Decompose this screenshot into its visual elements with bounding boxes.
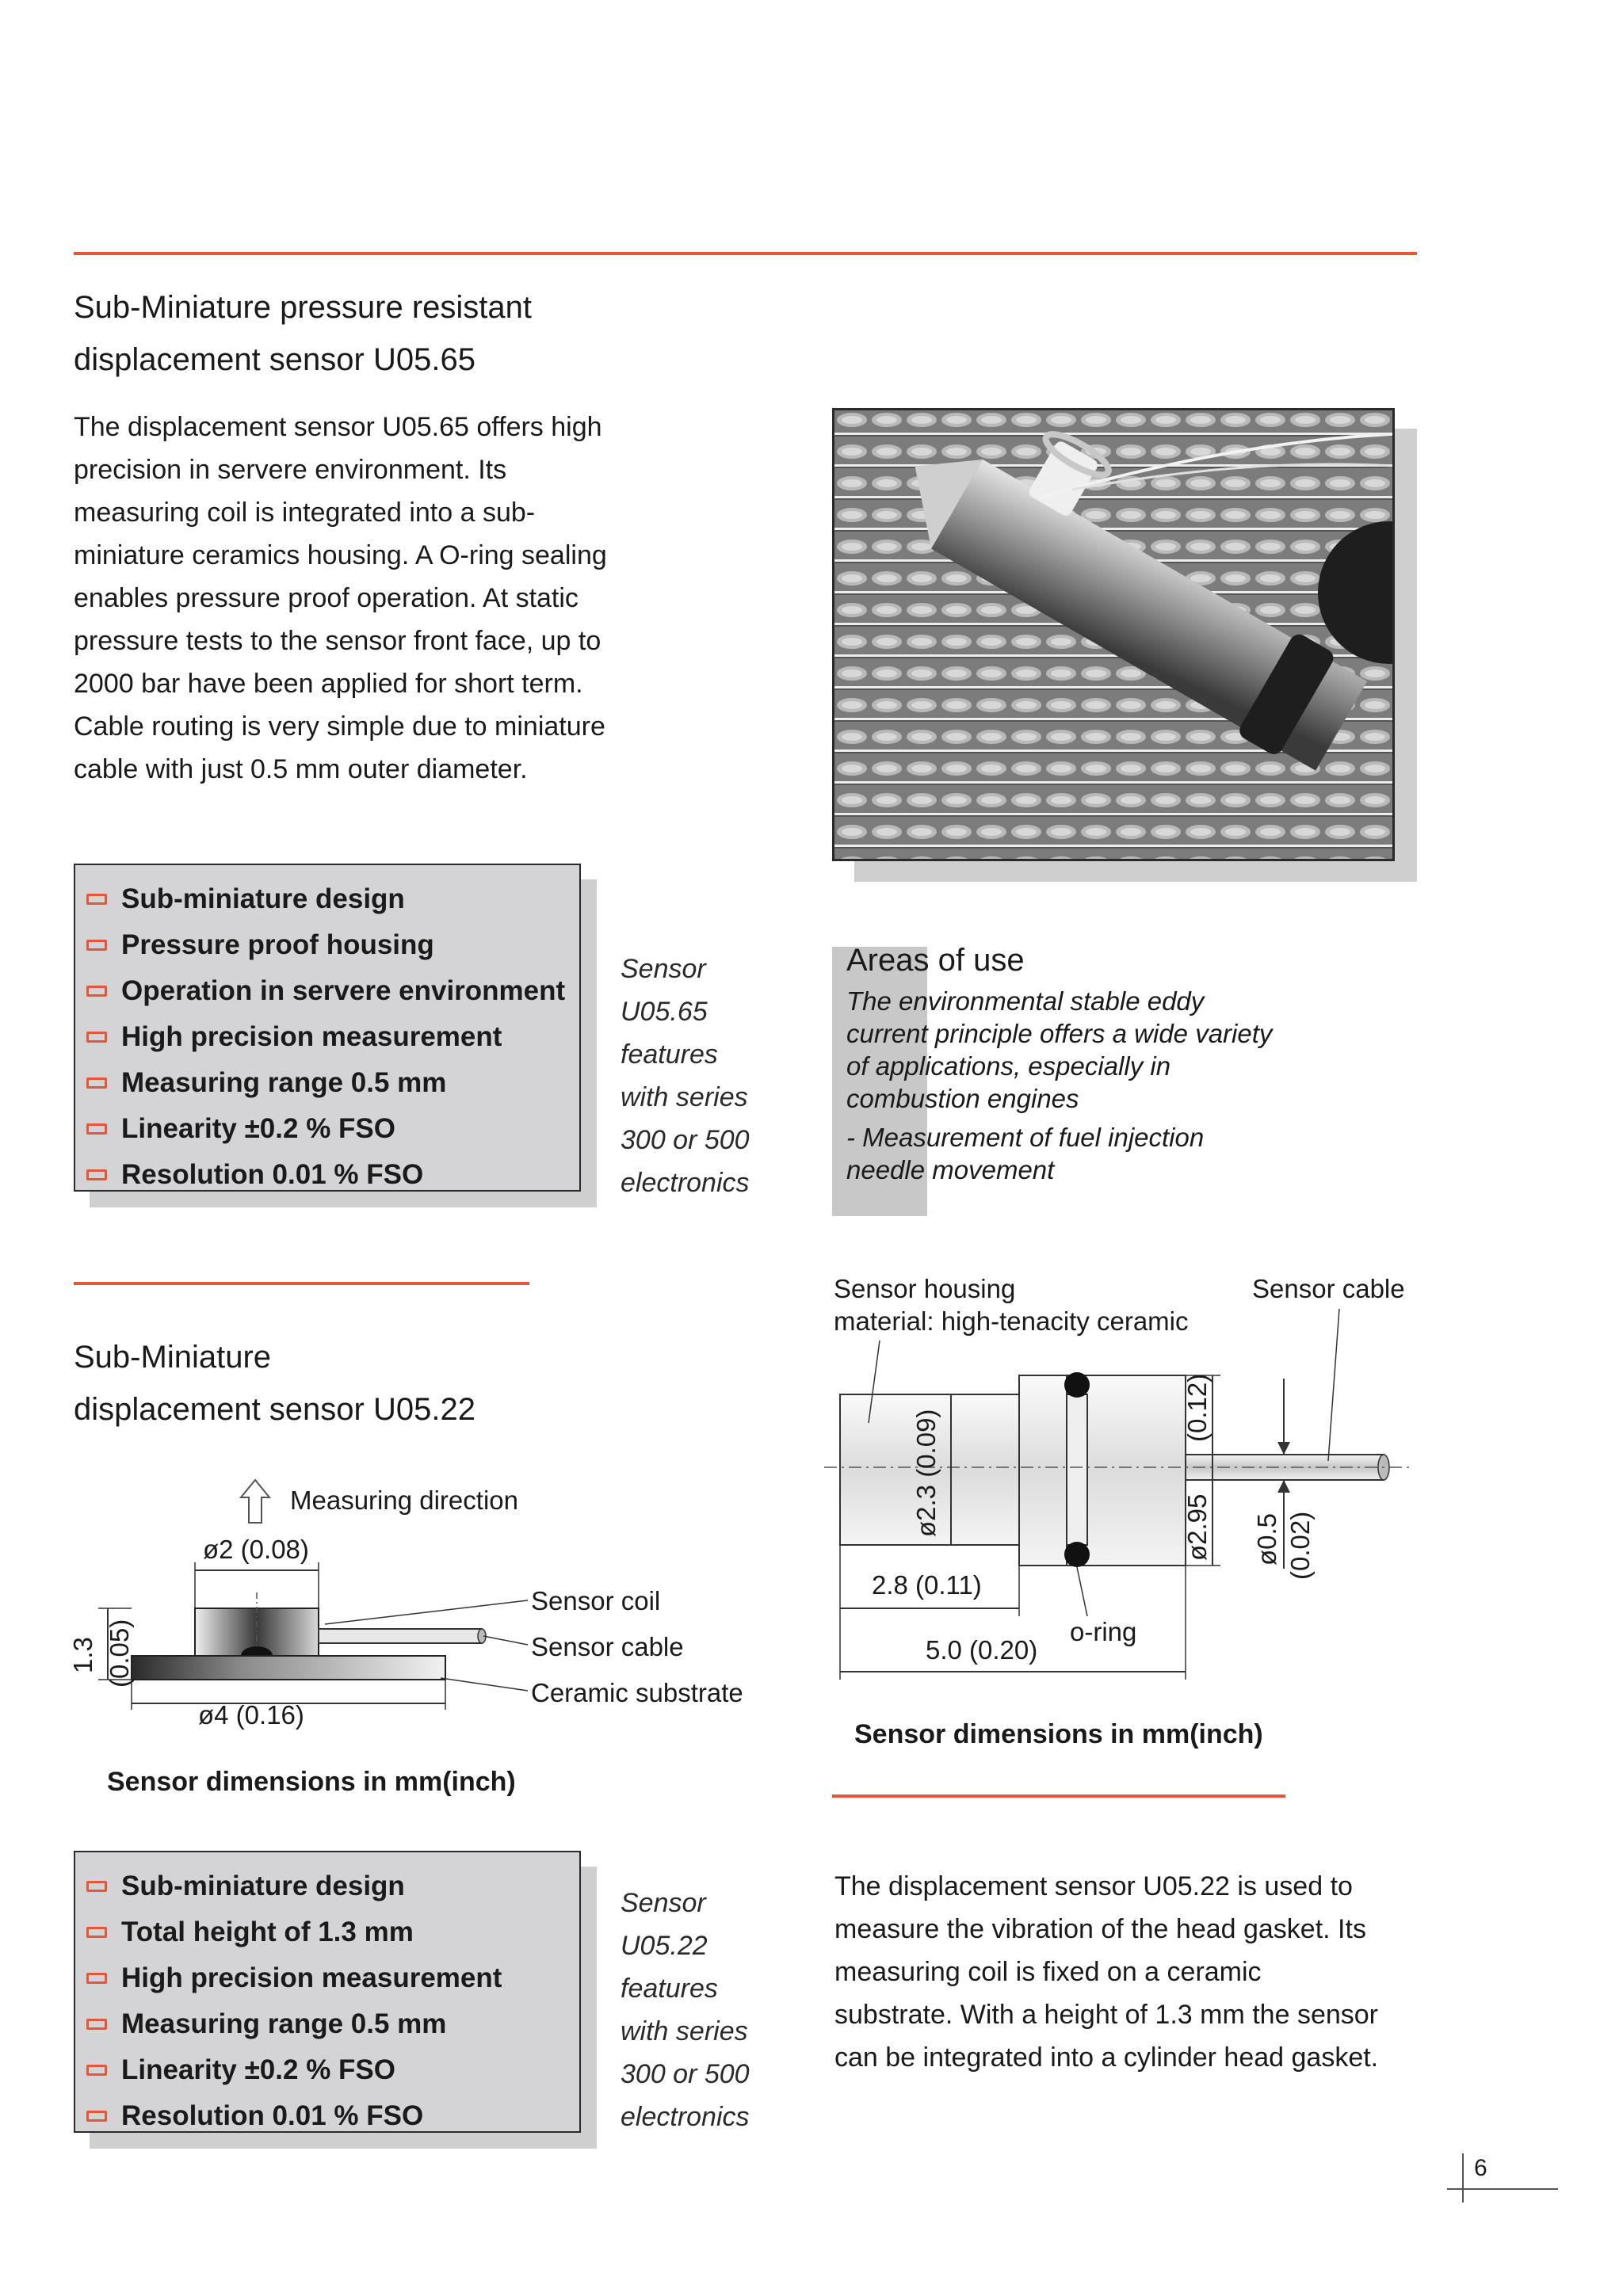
desc-line: The displacement sensor U05.65 offers high — [74, 412, 602, 442]
side-note-line: Sensor — [621, 1888, 706, 1918]
feature-item — [86, 2093, 579, 2139]
page-number-mark — [1462, 2153, 1464, 2203]
housing-label-2: material: high-tenacity ceramic — [834, 1306, 1189, 1336]
feature-label: Measuring range 0.5 mm — [121, 2008, 447, 2039]
dim-len2-label: 5.0 (0.20) — [926, 1635, 1038, 1665]
section2-diagram-caption: Sensor dimensions in mm(inch) — [107, 1767, 516, 1797]
dim-height-label-a: 1.3 — [68, 1637, 97, 1673]
features1-box — [74, 864, 581, 1192]
side-note-line: U05.65 — [621, 997, 708, 1027]
ceramic-substrate-label: Ceramic substrate — [531, 1678, 743, 1707]
bullet-icon — [86, 1169, 107, 1180]
desc-line: measuring coil is integrated into a sub- — [74, 498, 536, 528]
feature-label: Pressure proof housing — [121, 929, 434, 960]
feature-item — [86, 876, 579, 922]
section2-description — [834, 1865, 1378, 2079]
dim-d1-label: ø2.3 (0.09) — [911, 1409, 941, 1537]
page-number-rule — [1447, 2188, 1558, 2190]
bullet-icon — [86, 1927, 107, 1938]
dim-d3-label: ø2.95 — [1182, 1493, 1212, 1561]
section1-title-line2: displacement sensor U05.65 — [74, 342, 475, 377]
desc-line: measuring coil is fixed on a ceramic — [834, 1957, 1262, 1987]
section2-title-line2: displacement sensor U05.22 — [74, 1392, 475, 1427]
bullet-icon — [86, 940, 107, 951]
areas-line: current principle offers a wide variety — [846, 1019, 1273, 1048]
side-note-line: Sensor — [621, 954, 706, 984]
feature-item — [86, 922, 579, 968]
top-rule — [74, 252, 1417, 255]
areas-line: of applications, especially in — [846, 1051, 1171, 1081]
section1-description — [74, 406, 607, 791]
bullet-icon — [86, 1077, 107, 1089]
feature-label: High precision measurement — [121, 1021, 502, 1052]
feature-item — [86, 1909, 579, 1955]
measuring-direction-arrow-icon — [241, 1480, 269, 1523]
side-note-line: electronics — [621, 2102, 750, 2132]
bullet-icon — [86, 2019, 107, 2030]
section3-rule — [832, 1794, 1285, 1798]
housing-label-1: Sensor housing — [834, 1274, 1016, 1303]
feature-item — [86, 2047, 579, 2093]
desc-line: cable with just 0.5 mm outer diameter. — [74, 754, 528, 784]
feature-label: Resolution 0.01 % FSO — [121, 1159, 424, 1190]
side-note-line: 300 or 500 — [621, 1125, 750, 1155]
bullet-icon — [86, 1881, 107, 1892]
measuring-direction-label: Measuring direction — [290, 1486, 518, 1515]
desc-line: can be integrated into a cylinder head gasket. — [834, 2042, 1379, 2073]
section2-title — [74, 1331, 475, 1436]
side-note-line: with series — [621, 2016, 748, 2046]
features2-box — [74, 1851, 581, 2133]
bullet-icon — [86, 2065, 107, 2076]
side-note-line: U05.22 — [621, 1931, 708, 1961]
feature-item — [86, 1106, 579, 1152]
bullet-icon — [86, 2111, 107, 2122]
feature-item — [86, 1014, 579, 1060]
feature-label: Linearity ±0.2 % FSO — [121, 1113, 395, 1144]
section1-title-line1: Sub-Miniature pressure resistant — [74, 290, 533, 325]
feature-item — [86, 1955, 579, 2001]
desc-line: substrate. With a height of 1.3 mm the sensor — [834, 2000, 1378, 2030]
desc-line: miniature ceramics housing. A O-ring sealing — [74, 540, 607, 570]
desc-line: The displacement sensor U05.22 is used to — [834, 1871, 1353, 1901]
oring-label: o-ring — [1070, 1617, 1137, 1646]
page-number: 6 — [1474, 2155, 1487, 2181]
sensor-coil-label: Sensor coil — [531, 1586, 661, 1615]
dim-d4a-label: ø0.5 — [1252, 1512, 1281, 1566]
feature-item — [86, 1863, 579, 1909]
areas-bullet-line: - Measurement of fuel injection — [846, 1123, 1205, 1152]
feature-item — [86, 1060, 579, 1106]
dim-d4b-label: (0.02) — [1285, 1511, 1315, 1580]
side-note-line: features — [621, 1974, 718, 2004]
areas-of-use — [846, 943, 1272, 1186]
feature-label: Linearity ±0.2 % FSO — [121, 2054, 395, 2085]
feature-item — [86, 1152, 579, 1198]
feature-label: Measuring range 0.5 mm — [121, 1067, 447, 1098]
section2-title-line1: Sub-Miniature — [74, 1340, 272, 1375]
dim-height-label-b: (0.05) — [105, 1619, 134, 1688]
bullet-icon — [86, 894, 107, 905]
dim-d2-label: (0.12) — [1182, 1373, 1212, 1442]
desc-line: pressure tests to the sensor front face, up to — [74, 626, 601, 656]
feature-item — [86, 968, 579, 1014]
section1-diagram-caption: Sensor dimensions in mm(inch) — [854, 1719, 1263, 1749]
bullet-icon — [86, 1973, 107, 1984]
sensor-photo-image — [834, 410, 1392, 859]
areas-title: Areas of use — [846, 943, 1025, 978]
feature-label: Sub-miniature design — [121, 1871, 405, 1901]
areas-line: The environmental stable eddy — [846, 986, 1205, 1016]
feature-item — [86, 2001, 579, 2047]
section2-side-note — [621, 1882, 750, 2138]
side-note-line: electronics — [621, 1168, 750, 1198]
dim-bottom-label: ø4 (0.16) — [198, 1700, 304, 1730]
areas-line: combustion engines — [846, 1084, 1079, 1113]
bullet-icon — [86, 1032, 107, 1043]
u0565-diagram — [824, 1268, 1426, 1711]
section2-rule — [74, 1282, 529, 1285]
feature-label: Operation in servere environment — [121, 975, 566, 1006]
desc-line: measure the vibration of the head gasket. Its — [834, 1914, 1366, 1944]
side-note-line: features — [621, 1039, 718, 1070]
feature-label: Resolution 0.01 % FSO — [121, 2100, 424, 2131]
desc-line: enables pressure proof operation. At static — [74, 583, 579, 613]
section1-title — [74, 281, 532, 386]
sensor-cable-label: Sensor cable — [1252, 1274, 1405, 1303]
dim-top-label: ø2 (0.08) — [203, 1535, 309, 1564]
feature-label: Sub-miniature design — [121, 883, 405, 914]
dim-len1-label: 2.8 (0.11) — [872, 1570, 982, 1600]
side-note-line: with series — [621, 1082, 748, 1112]
sensor-photo — [832, 408, 1395, 861]
feature-label: Total height of 1.3 mm — [121, 1917, 414, 1947]
side-note-line: 300 or 500 — [621, 2059, 750, 2089]
section1-side-note — [621, 948, 750, 1204]
bullet-icon — [86, 1123, 107, 1135]
desc-line: precision in servere environment. Its — [74, 455, 507, 485]
desc-line: Cable routing is very simple due to miniature — [74, 711, 605, 742]
areas-bullet-line: needle movement — [846, 1155, 1055, 1184]
u0522-diagram — [63, 1466, 777, 1751]
feature-label: High precision measurement — [121, 1962, 502, 1993]
bullet-icon — [86, 986, 107, 997]
sensor-cable-label-2: Sensor cable — [531, 1632, 684, 1661]
desc-line: 2000 bar have been applied for short term. — [74, 669, 583, 699]
